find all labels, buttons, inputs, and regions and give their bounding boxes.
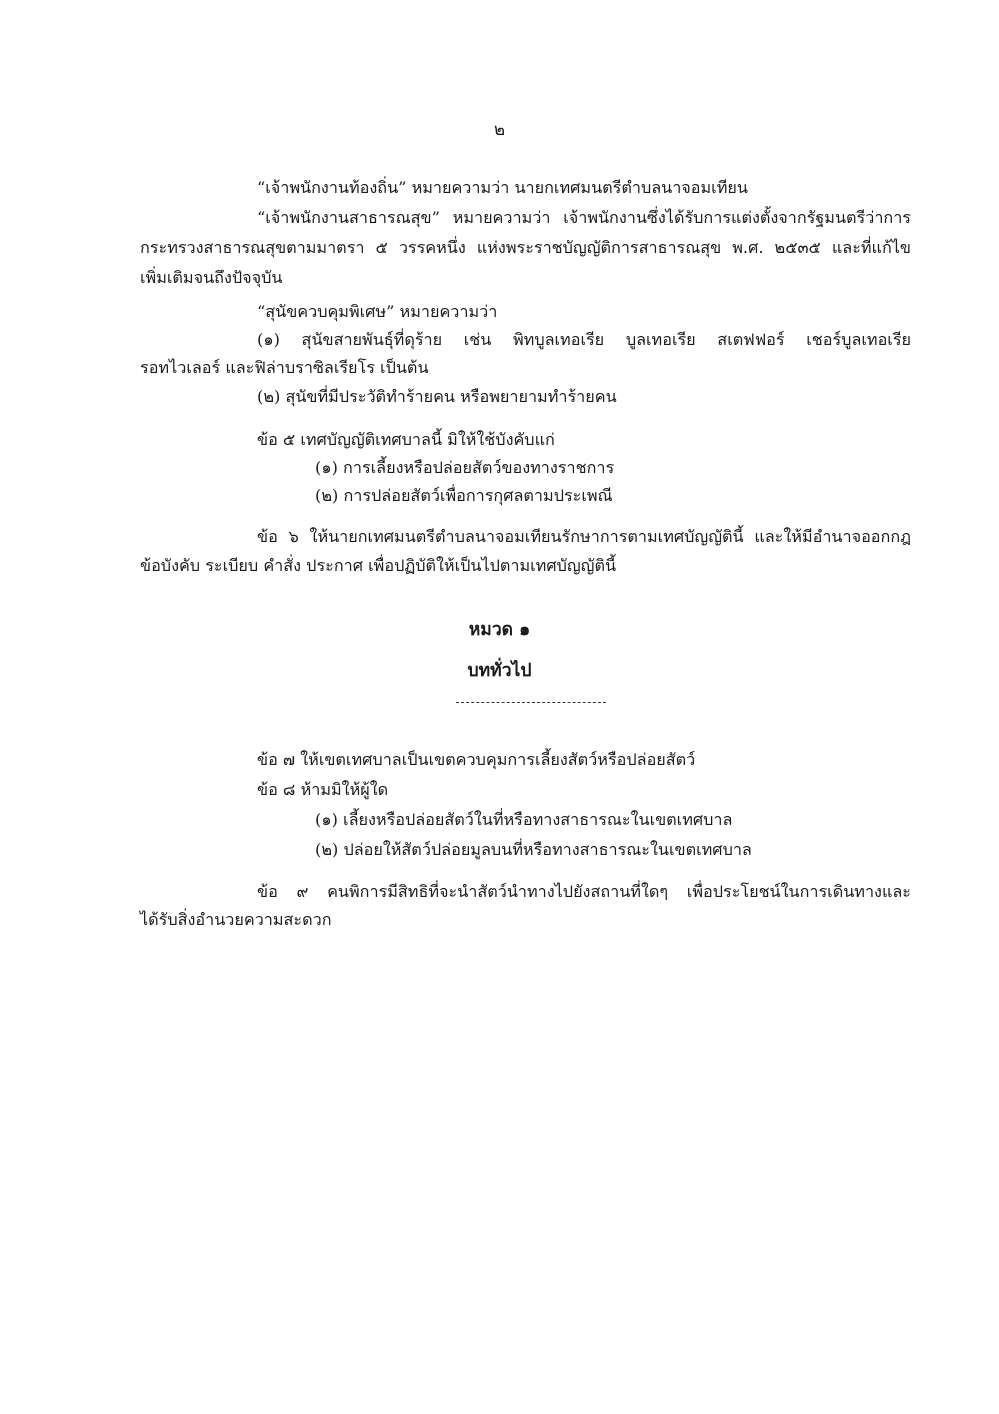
page-number: ๒ (493, 120, 506, 140)
clause-5: ข้อ ๕ เทศบัญญัติเทศบาลนี้ มิให้ใช้บังคับแก่ (257, 430, 555, 449)
definition-controlled-dog-item1-line1: (๑) สุนัขสายพันธุ์ที่ดุร้าย เช่น พิทบูลเทอเรีย บูลเทอเรีย สเตฟฟอร์ เชอร์บูลเทอเรีย (257, 330, 911, 349)
clause-8-item1: (๑) เลี้ยงหรือปล่อยสัตว์ในที่หรือทางสาธารณะในเขตเทศบาล (315, 810, 733, 829)
chapter-number: หมวด ๑ (468, 620, 531, 640)
clause-8: ข้อ ๘ ห้ามมิให้ผู้ใด (257, 780, 389, 799)
chapter-title: บททั่วไป (467, 661, 532, 681)
clause-6-line1: ข้อ ๖ ให้นายกเทศมนตรีตำบลนาจอมเทียนรักษาการตามเทศบัญญัตินี้ และให้มีอำนาจออกกฎ (257, 527, 911, 546)
definition-controlled-dog-item1-line2: รอทไวเลอร์ และฟิล่าบราซิลเรียโร เป็นต้น (140, 358, 429, 377)
definition-health-officer-line3: เพิ่มเติมจนถึงปัจจุบัน (140, 268, 283, 287)
clause-9-line2: ได้รับสิ่งอำนวยความสะดวก (140, 910, 332, 929)
chapter-divider (456, 702, 606, 703)
clause-8-item2: (๒) ปล่อยให้สัตว์ปล่อยมูลบนที่หรือทางสาธารณะในเขตเทศบาล (315, 840, 752, 859)
clause-6-line2: ข้อบังคับ ระเบียบ คำสั่ง ประกาศ เพื่อปฏิบัติให้เป็นไปตามเทศบัญญัตินี้ (140, 556, 617, 575)
clause-5-item1: (๑) การเลี้ยงหรือปล่อยสัตว์ของทางราชการ (315, 458, 615, 477)
clause-9-line1: ข้อ ๙ คนพิการมีสิทธิที่จะนำสัตว์นำทางไปยังสถานที่ใดๆ เพื่อประโยชน์ในการเดินทางและ (257, 882, 911, 901)
definition-health-officer-line2: กระทรวงสาธารณสุขตามมาตรา ๕ วรรคหนึ่ง แห่งพระราชบัญญัติการสาธารณสุข พ.ศ. ๒๕๓๕ และที่แก้ไข (140, 238, 911, 257)
clause-7: ข้อ ๗ ให้เขตเทศบาลเป็นเขตควบคุมการเลี้ยงสัตว์หรือปล่อยสัตว์ (257, 750, 696, 769)
clause-5-item2: (๒) การปล่อยสัตว์เพื่อการกุศลตามประเพณี (315, 486, 613, 505)
definition-controlled-dog: “สุนัขควบคุมพิเศษ” หมายความว่า (257, 302, 498, 321)
definition-local-officer: “เจ้าพนักงานท้องถิ่น” หมายความว่า นายกเทศมนตรีตำบลนาจอมเทียน (257, 178, 748, 197)
definition-controlled-dog-item2: (๒) สุนัขที่มีประวัติทำร้ายคน หรือพยายามทำร้ายคน (257, 387, 617, 406)
definition-health-officer-line1: “เจ้าพนักงานสาธารณสุข” หมายความว่า เจ้าพนักงานซึ่งได้รับการแต่งตั้งจากรัฐมนตรีว่าการ (257, 208, 911, 227)
